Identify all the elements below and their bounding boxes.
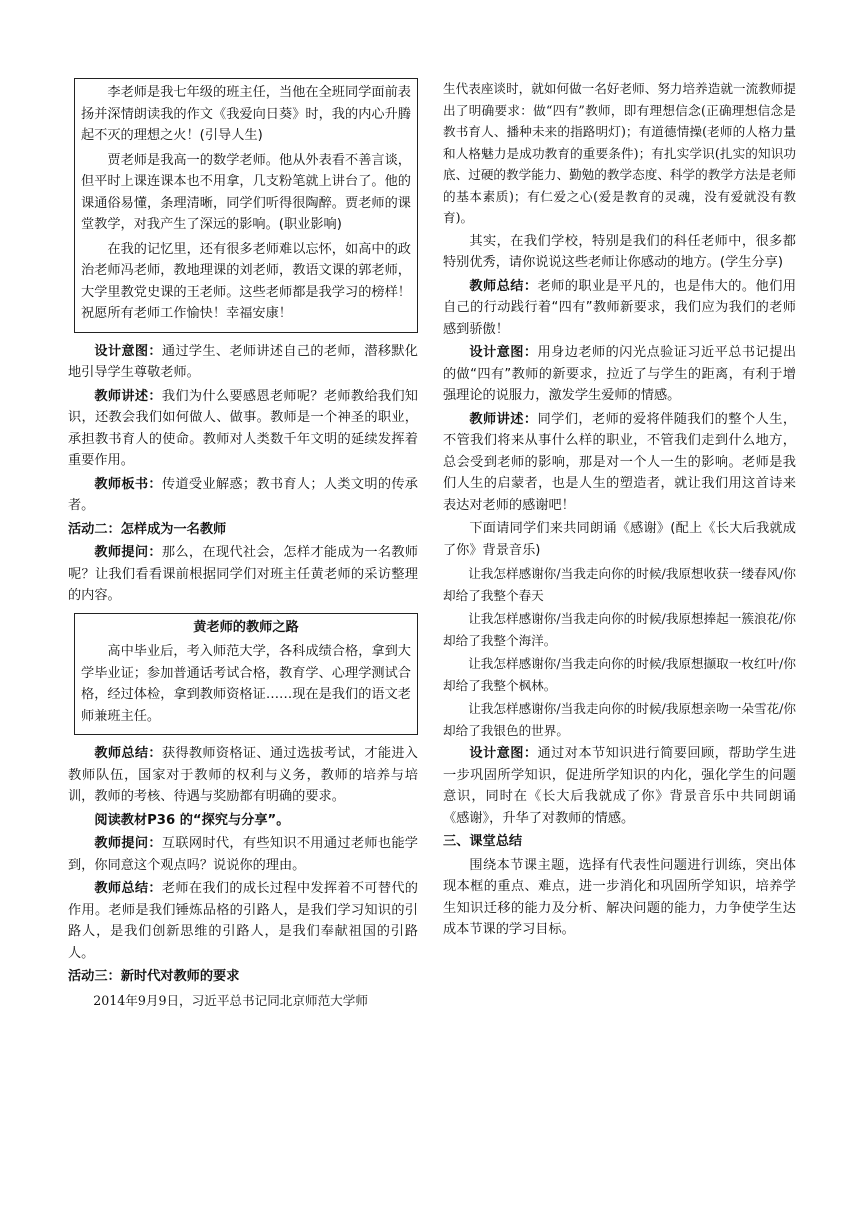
recitation-instruction: 下面请同学们来共同朗诵《感谢》(配上《长大后我就成了你》背景音乐) xyxy=(443,521,796,558)
teacher-question-label: 教师提问： xyxy=(94,545,162,560)
teacher-board: 教师板书：传道受业解惑；教书育人；人类文明的传承者。 xyxy=(68,476,418,513)
reading-instruction: 阅读教材P36 的“探究与分享”。 xyxy=(94,812,290,828)
design-intent-3: 设计意图：通过对本节知识进行简要回顾，帮助学生进一步巩固所学知识，促进所学知识的内化，强化学生的问题意识，同时在《长大后我就成了你》背景音乐中共同朗诵《感谢》，升华了对教师的情感。 xyxy=(443,746,797,826)
teacher-summary-label: 教师总结： xyxy=(94,746,162,761)
teacher-path-text: 高中毕业后，考入师范大学，各科成绩合格，拿到大学毕业证；参加普通话考试合格，教育学、心理学测试合格，经过体检，拿到教师资格证……现在是我们的语文老师兼班主任。 xyxy=(81,644,411,724)
poem-stanza-2: 让我怎样感谢你/当我走向你的时候/我原想捧起一簇浪花/你却给了我整个海洋。 xyxy=(443,611,796,648)
teacher-summary-3: 教师总结：老师的职业是平凡的，也是伟大的。他们用自己的行动践行着“四有”教师新要求，我们应为我们的老师感到骄傲！ xyxy=(443,278,797,337)
teacher-narration-label: 教师讲述： xyxy=(94,388,162,404)
class-summary-paragraph: 围绕本节课主题，选择有代表性问题进行训练，突出体现本框的重点、难点，进一步消化和巩固所学知识，培养学生知识迁移的能力及分析、解决问题的能力，力争使学生达成本节课的学习目标。 xyxy=(443,857,796,937)
teacher-stories-box xyxy=(74,78,418,333)
activity-two-heading: 活动二：怎样成为一名教师 xyxy=(68,521,227,537)
teacher-path-title: 黄老师的教师之路 xyxy=(193,619,299,635)
teacher-question-label: 教师提问： xyxy=(94,836,162,851)
teacher-summary-2: 教师总结：老师在我们的成长过程中发挥着不可替代的作用。老师是我们锤炼品格的引路人，是我们学习知识的引路人，是我们创新思维的引路人，是我们奉献祖国的引路人。 xyxy=(68,881,418,961)
poem-stanza-3: 让我怎样感谢你/当我走向你的时候/我原想撷取一枚红叶/你却给了我整个枫林。 xyxy=(443,656,796,693)
story-paragraph-others: 在我的记忆里，还有很多老师难以忘怀，如高中的政治老师冯老师，教地理课的刘老师，教语文课的郭老师，大学里教党史课的王老师。这些老师都是我学习的榜样！祝愿所有老师工作愉快！幸福安康！ xyxy=(81,241,411,321)
left-column xyxy=(68,78,418,1013)
design-intent-label: 设计意图： xyxy=(94,343,162,359)
date-line: 2014年9月9日，习近平总书记同北京师范大学师 xyxy=(93,992,368,1008)
teacher-question-2: 教师提问：互联网时代，有些知识不用通过老师也能学到，你同意这个观点吗？说说你的理由。 xyxy=(68,836,418,873)
teacher-path-box xyxy=(74,613,418,736)
activity-three-heading: 活动三：新时代对教师的要求 xyxy=(68,969,240,984)
teacher-narration-1: 教师讲述：我们为什么要感恩老师呢？老师教给我们知识，还教会我们如何做人、做事。教师是一个神圣的职业，承担教书育人的使命。教师对人类数千年文明的延续发挥着重要作用。 xyxy=(68,388,418,468)
design-intent-label: 设计意图： xyxy=(469,345,538,360)
teacher-summary-1: 教师总结：获得教师资格证、通过选拔考试，才能进入教师队伍，国家对于教师的权利与义务，教师的培养与培训，教师的考核、待遇与奖励都有明确的要求。 xyxy=(68,746,418,804)
teacher-summary-label: 教师总结： xyxy=(469,278,538,294)
teacher-narration-label: 教师讲述： xyxy=(469,411,538,427)
design-intent-2: 设计意图：用身边老师的闪光点验证习近平总书记提出的做“四有”教师的新要求，拉近了与学生的距离，有利于增强理论的说服力，激发学生爱师的情感。 xyxy=(443,345,797,403)
story-paragraph-li: 李老师是我七年级的班主任，当他在全班同学面前表扬并深情朗读我的作文《我爱向日葵》时，我的内心升腾起不灭的理想之火！(引导人生) xyxy=(81,85,411,143)
four-haves-paragraph: 生代表座谈时，就如何做一名好老师、努力培养造就一流教师提出了明确要求：做“四有”教师，即有理想信念(正确理想信念是教书育人、播种未来的指路明灯)；有道德情操(老师的人格力量和人格魅力是成功教育的重要条件)；有扎实学识(扎实的知识功底、过硬的教学能力、勤勉的教学态度、科学的教学方法是老师的基本素质)；有仁爱之心(爱是教育的灵魂，没有爱就没有教育)。 xyxy=(443,81,796,225)
teacher-board-label: 教师板书： xyxy=(94,476,162,492)
story-paragraph-jia: 贾老师是我高一的数学老师。他从外表看不善言谈，但平时上课连课本也不用拿，几支粉笔就上讲台了。他的课通俗易懂，条理清晰，同学们听得很陶醉。贾老师的课堂教学，对我产生了深远的影响。(职业影响) xyxy=(81,152,411,232)
student-share-prompt: 其实，在我们学校，特别是我们的科任老师中，很多都特别优秀，请你说说这些老师让你感动的地方。(学生分享) xyxy=(443,233,796,270)
design-intent-label: 设计意图： xyxy=(469,746,538,761)
teacher-narration-2: 教师讲述：同学们，老师的爱将伴随我们的整个人生，不管我们将来从事什么样的职业，不管我们走到什么地方，总会受到老师的影响，那是对一个人一生的影响。老师是我们人生的启蒙者，也是人生的塑造者，就让我们用这首诗来表达对老师的感谢吧！ xyxy=(443,411,797,513)
poem-stanza-1: 让我怎样感谢你/当我走向你的时候/我原想收获一缕春风/你却给了我整个春天 xyxy=(443,566,796,603)
right-column xyxy=(443,78,796,943)
section-three-heading: 三、课堂总结 xyxy=(443,834,523,849)
poem-stanza-4: 让我怎样感谢你/当我走向你的时候/我原想亲吻一朵雪花/你却给了我银色的世界。 xyxy=(443,701,796,738)
teacher-summary-label: 教师总结： xyxy=(94,881,162,896)
teacher-question-1: 教师提问：那么，在现代社会，怎样才能成为一名教师呢？让我们看看课前根据同学们对班主任黄老师的采访整理的内容。 xyxy=(68,545,418,603)
design-intent-1: 设计意图：通过学生、老师讲述自己的老师，潜移默化地引导学生尊敬老师。 xyxy=(68,343,418,380)
